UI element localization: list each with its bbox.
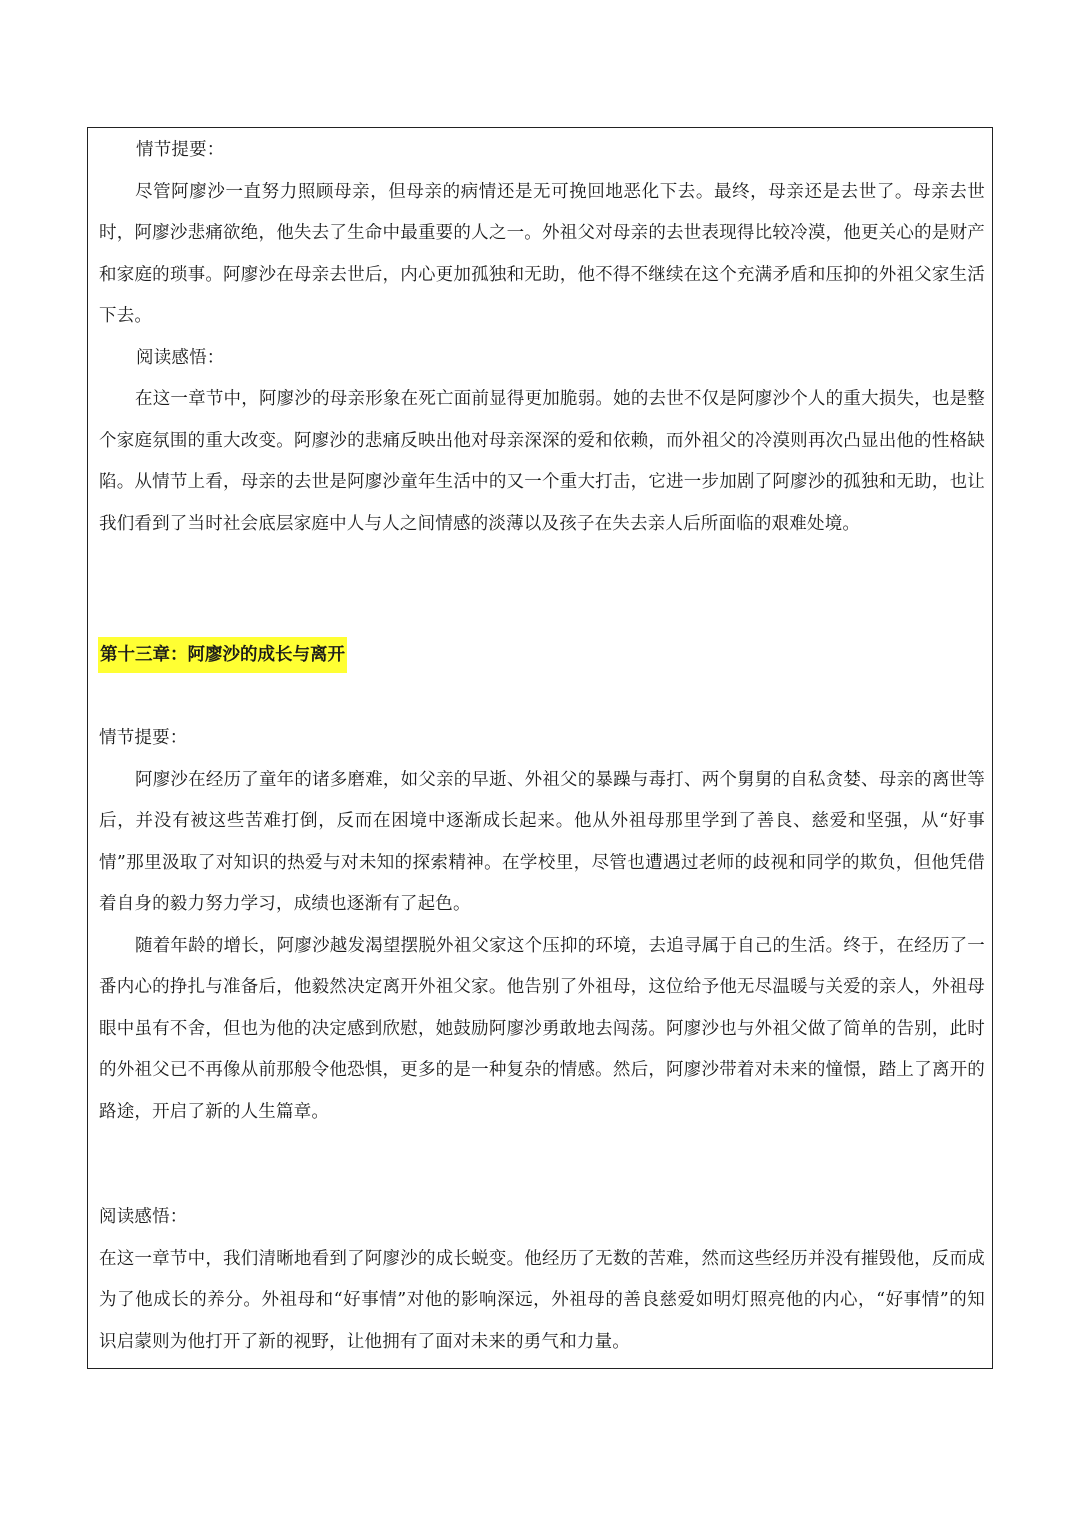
plot-summary-paragraph-2: 随着年龄的增长，阿廖沙越发渴望摆脱外祖父家这个压抑的环境，去追寻属于自己的生活。终于，在经历了一番内心的挣扎与准备后，他毅然决定离开外祖父家。他告别了外祖母，这位给予他无尽温暖与关爱的亲人，外祖母眼中虽有不舍，但也为他的决定感到欣慰，她鼓励阿廖沙勇敢地去闯荡。阿廖沙也与外祖父做了简单的告别，此时的外祖父已不再像从前那般令他恐惧，更多的是一种复杂的情感。然后，阿廖沙带着对未来的憧憬，踏上了离开的路途，开启了新的人生篇章。 [99, 935, 985, 1122]
plot-summary-paragraph-1: 阿廖沙在经历了童年的诸多磨难，如父亲的早逝、外祖父的暴躁与毒打、两个舅舅的自私贪婪、母亲的离世等后，并没有被这些苦难打倒，反而在困境中逐渐成长起来。他从外祖母那里学到了善良、慈爱和坚强，从“好事情”那里汲取了对知识的热爱与对未知的探索精神。在学校里，尽管也遭遇过老师的歧视和同学的欺负，但他凭借着自身的毅力努力学习，成绩也逐渐有了起色。 [99, 769, 985, 914]
plot-summary-text: 尽管阿廖沙一直努力照顾母亲，但母亲的病情还是无可挽回地恶化下去。最终，母亲还是去世了。母亲去世时，阿廖沙悲痛欲绝，他失去了生命中最重要的人之一。外祖父对母亲的去世表现得比较冷漠，他更关心的是财产和家庭的琐事。阿廖沙在母亲去世后，内心更加孤独和无助，他不得不继续在这个充满矛盾和压抑的外祖父家生活下去。 [99, 181, 985, 326]
chapter13-reflection-section [99, 1197, 985, 1363]
plot-summary-label: 情节提要： [136, 140, 225, 160]
reading-reflection-text: 在这一章节中，我们清晰地看到了阿廖沙的成长蜕变。他经历了无数的苦难，然而这些经历并没有摧毁他，反而成为了他成长的养分。外祖母和“好事情”对他的影响深远，外祖母的善良慈爱如明灯照亮他的内心，“好事情”的知识启蒙则为他打开了新的视野，让他拥有了面对未来的勇气和力量。 [99, 1248, 985, 1352]
reading-reflection-label: 阅读感悟： [136, 347, 225, 368]
reading-reflection-text: 在这一章节中，阿廖沙的母亲形象在死亡面前显得更加脆弱。她的去世不仅是阿廖沙个人的重大损失，也是整个家庭氛围的重大改变。阿廖沙的悲痛反映出他对母亲深深的爱和依赖，而外祖父的冷漠则再次凸显出他的性格缺陷。从情节上看，母亲的去世是阿廖沙童年生活中的又一个重大打击，它进一步加剧了阿廖沙的孤独和无助，也让我们看到了当时社会底层家庭中人与人之间情感的淡薄以及孩子在失去亲人后所面临的艰难处境。 [99, 389, 985, 534]
plot-summary-label: 情节提要： [99, 728, 188, 748]
reading-reflection-label: 阅读感悟： [99, 1207, 188, 1227]
chapter12-section [99, 130, 985, 545]
chapter13-heading: 第十三章：阿廖沙的成长与离开 [98, 637, 347, 673]
chapter13-plot-section [99, 718, 985, 1133]
